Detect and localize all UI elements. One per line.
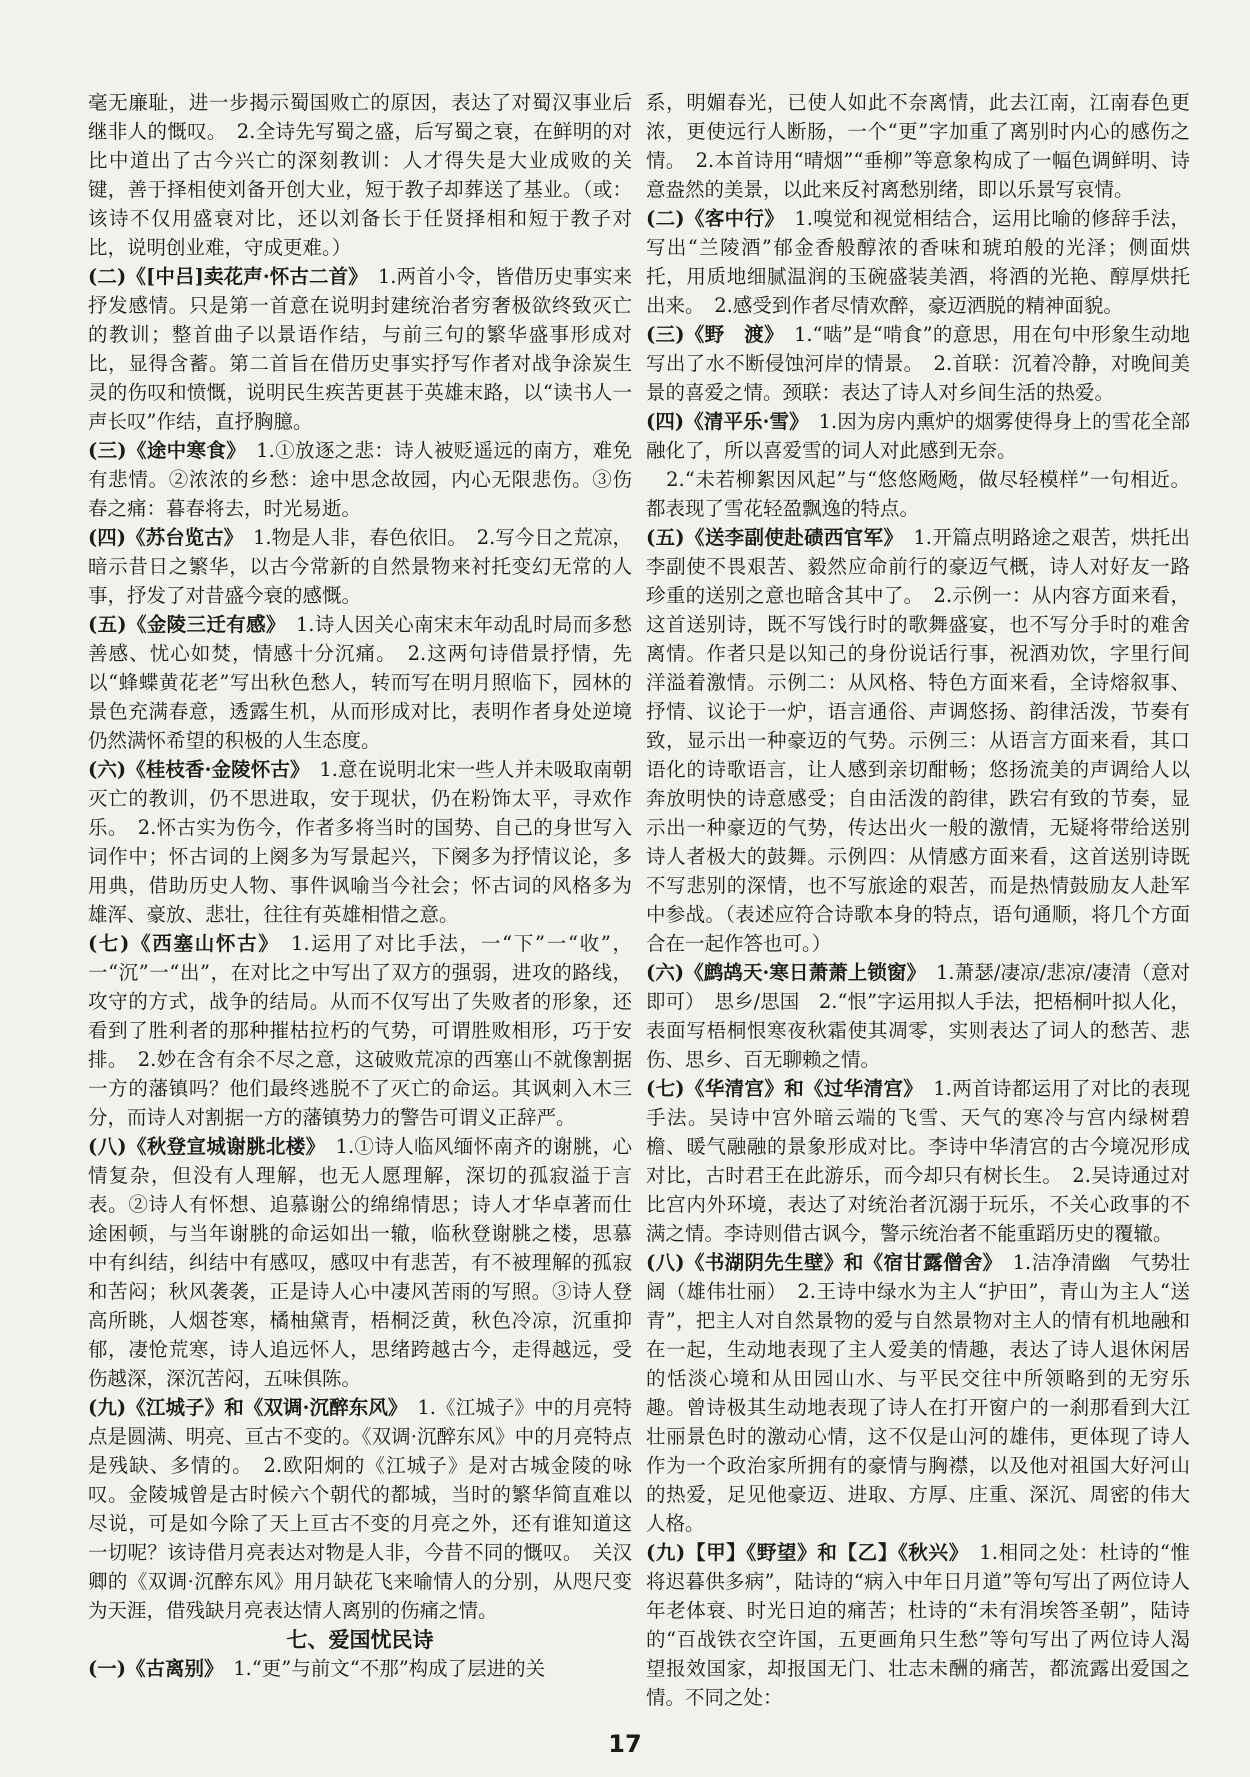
- question-title: (八)《书湖阴先生壁》和《宿甘露僧舍》: [646, 1251, 993, 1274]
- answer-entry: [646, 1248, 1190, 1538]
- question-title: (六)《鹧鸪天·寒日萧萧上锁窗》: [646, 961, 917, 984]
- question-title: (二)《[中吕]卖花声·怀古二首》: [88, 265, 359, 288]
- answer-text: 1.①诗人临风缅怀南齐的谢脁，心情复杂，但没有人理解，也无人愿理解，深切的孤寂溢于言表。②诗人有怀想、追慕谢公的绵绵情思；诗人才华卓著而仕途困顿，与当年谢脁的命运如出一辙，临秋登谢脁之楼，思慕中有纠结，纠结中有感叹，感叹中有悲苦，有不被理解的孤寂和苦闷；秋风袭袭，正是诗人心中凄风苦雨的写照。③诗人登高所眺，人烟苍寒，橘柚黛青，梧桐泛黄，秋色冷凉，沉重抑郁，凄怆荒寒，诗人追远怀人，思绪跨越古今，走得越远，受伤越深，深沉苦闷，五味俱陈。: [88, 1135, 632, 1390]
- answer-text: 1.相同之处：杜诗的“惟将迟暮供多病”，陆诗的“病入中年日月道”等句写出了两位诗人年老体衰、时光日迫的痛苦；杜诗的“未有涓埃答圣朝”，陆诗的“百战铁衣空许国，五更画角只生愁”等句写出了两位诗人渴望报效国家，却报国无门、壮志未酬的痛苦，都流露出爱国之情。不同之处：: [646, 1541, 1190, 1709]
- question-title: (五)《金陵三迁有感》: [88, 613, 277, 636]
- answer-text: 1.开篇点明路途之艰苦，烘托出李副使不畏艰苦、毅然应命前行的豪迈气概，诗人对好友一路珍重的送别之意也暗含其中了。 2.示例一：从内容方面来看，这首送别诗，既不写饯行时的歌舞盛宴，也不写分手时的难舍离情。作者只是以知己的身份说话行事，祝酒劝饮，字里行间洋溢着激情。示例二：从风格、特色方面来看，全诗熔叙事、抒情、议论于一炉，语言通俗、声调悠扬、韵律活泼，节奏有致，显示出一种豪迈的气势。示例三：从语言方面来看，其口语化的诗歌语言，让人感到亲切酣畅；悠扬流美的声调给人以奔放明快的诗意感受；自由活泼的韵律，跌宕有致的节奏，显示出一种豪迈的气势，传达出火一般的激情，无疑将带给送别诗人者极大的鼓舞。示例四：从情感方面来看，这首送别诗既不写悲别的深情，也不写旅途的艰苦，而是热情鼓励友人赴军中参战。（表述应符合诗歌本身的特点，语句通顺，将几个方面合在一起作答也可。）: [646, 526, 1190, 955]
- answer-text: 1.两首小令，皆借历史事实来抒发感情。只是第一首意在说明封建统治者穷奢极欲终致灭亡的教训；整首曲子以景语作结，与前三句的繁华盛事形成对比，显得含蓄。第二首旨在借历史事实抒写作者对战争涂炭生灵的伤叹和愤慨，说明民生疾苦更甚于英雄末路，以“读书人一声长叹”作结，直抒胸臆。: [88, 265, 632, 433]
- answer-text: 1.嗅觉和视觉相结合，运用比喻的修辞手法，写出“兰陵酒”郁金香般醇浓的香味和琥珀般的光泽；侧面烘托，用质地细腻温润的玉碗盛装美酒，将酒的光艳、醇厚烘托出来。 2.感受到作者尽情欢醉，豪迈洒脱的精神面貌。: [646, 207, 1190, 317]
- answer-entry: [646, 523, 1190, 958]
- left-column: [88, 88, 632, 1728]
- answer-entry: [88, 929, 632, 1132]
- question-title: (四)《清平乐·雪》: [646, 410, 799, 433]
- question-title: (七)《华清宫》和《过华清宫》: [646, 1077, 914, 1100]
- answer-text: 1.两首诗都运用了对比的表现手法。吴诗中宫外暗云端的飞雪、天气的寒冷与宫内绿树碧檐、暖气融融的景象形成对比。李诗中华清宫的古今境况形成对比，古时君王在此游乐，而今却只有树长生。 2.吴诗通过对比宫内外环境，表达了对统治者沉溺于玩乐，不关心政事的不满之情。李诗则借古讽今，警示统治者不能重蹈历史的覆辙。: [646, 1077, 1190, 1245]
- answer-entry: [646, 1538, 1190, 1712]
- right-column: [646, 88, 1190, 1728]
- answer-entry: [88, 262, 632, 436]
- answer-text: 1.物是人非，春色依旧。 2.写今日之荒凉，暗示昔日之繁华，以古今常新的自然景物来衬托变幻无常的人事，抒发了对昔盛今衰的感慨。: [88, 526, 633, 607]
- answer-text: 1.因为房内熏炉的烟雾使得身上的雪花全部融化了，所以喜爱雪的词人对此感到无奈。: [646, 410, 1190, 462]
- answer-entry: [646, 88, 1190, 204]
- answer-text: 1.“更”与前文“不那”构成了层进的关: [213, 1657, 546, 1680]
- question-title: (二)《客中行》: [646, 207, 775, 230]
- answer-entry: [646, 320, 1190, 407]
- answer-entry: [646, 958, 1190, 1074]
- answer-text: 1.洁净清幽 气势壮阔（雄伟壮丽） 2.王诗中绿水为主人“护田”，青山为主人“送青”，把主人对自然景物的爱与自然景物对主人的情有机地融和在一起，生动地表现了主人爱美的情趣，表达了诗人退休闲居的恬淡心境和从田园山水、与平民交往中所领略到的无穷乐趣。曾诗极其生动地表现了诗人在打开窗户的一刹那看到大江壮丽景色时的激动心情，这不仅是山河的雄伟，更体现了诗人作为一个政治家所拥有的豪情与胸襟，以及他对祖国大好河山的热爱，足见他豪迈、进取、方厚、庄重、深沉、周密的伟大人格。: [646, 1251, 1190, 1535]
- answer-entry: [646, 204, 1190, 320]
- answer-entry: [88, 1654, 632, 1683]
- page-number: 17: [608, 1730, 642, 1758]
- answer-entry: [88, 88, 632, 262]
- answer-text: 1.①放逐之悲：诗人被贬遥远的南方，难免有悲情。②浓浓的乡愁：途中思念故园，内心无限悲伤。③伤春之痛：暮春将去，时光易逝。: [88, 439, 633, 520]
- question-title: (九)【甲】《野望》和【乙】《秋兴》: [646, 1541, 960, 1564]
- question-title: (一)《古离别》: [88, 1657, 214, 1680]
- answer-text: 1.诗人因关心南宋末年动乱时局而多愁善感、忧心如焚，情感十分沉痛。 2.这两句诗借景抒情，先以“蜂蝶黄花老”写出秋色愁人，转而写在明月照临下，园林的景色充满春意，透露生机，从而形成对比，表明作者身处逆境仍然满怀希望的积极的人生态度。: [88, 613, 633, 752]
- answer-entry: [646, 465, 1190, 523]
- question-title: (四)《苏台览古》: [88, 526, 234, 549]
- answer-text: 1.萧瑟/凄凉/悲凉/凄清（意对即可） 思乡/思国 2.“恨”字运用拟人手法，把梧桐叶拟人化，表面写梧桐恨寒夜秋霜使其凋零，实则表达了词人的愁苦、悲伤、思乡、百无聊赖之情。: [646, 961, 1190, 1071]
- answer-text: 1.运用了对比手法，一“下”一“收”，一“沉”一“出”，在对比之中写出了双方的强弱，进攻的路线，攻守的方式，战争的结局。从而不仅写出了失败者的形象，还看到了胜利者的那种摧枯拉朽的气势，可谓胜败相形，巧于安排。 2.妙在含有余不尽之意，这破败荒凉的西塞山不就像割据一方的藩镇吗？他们最终逃脱不了灭亡的命运。其讽刺入木三分，而诗人对割据一方的藩镇势力的警告可谓义正辞严。: [88, 932, 632, 1129]
- question-title: (三)《途中寒食》: [88, 439, 237, 462]
- question-title: (五)《送李副使赴碛西官军》: [646, 526, 894, 549]
- answer-text: 1.意在说明北宋一些人并未吸取南朝灭亡的教训，仍不思进取，安于现状，仍在粉饰太平，寻欢作乐。 2.怀古实为伤今，作者多将当时的国势、自己的身世写入词作中；怀古词的上阕多为写景起兴，下阕多为抒情议论，多用典，借助历史人物、事件讽喻当今社会；怀古词的风格多为雄浑、豪放、悲壮，往往有英雄相惜之意。: [88, 758, 632, 926]
- question-title: (九)《江城子》和《双调·沉醉东风》: [88, 1396, 398, 1419]
- answer-text: 1.“啮”是“啃食”的意思，用在句中形象生动地写出了水不断侵蚀河岸的情景。 2.首联：沉着冷静，对晚间美景的喜爱之情。颈联：表达了诗人对乡间生活的热爱。: [646, 323, 1190, 404]
- section-heading: 七、爱国忧民诗: [286, 1627, 434, 1652]
- answer-text: 2.“未若柳絮因风起”与“悠悠飏飏，做尽轻模样”一句相近。都表现了雪花轻盈飘逸的特点。: [646, 468, 1190, 520]
- two-column-body: [88, 88, 1190, 1728]
- answer-entry: [88, 1132, 632, 1393]
- answer-text: 系，明媚春光，已使人如此不奈离情，此去江南，江南春色更浓，更使远行人断肠，一个“更”字加重了离别时内心的感伤之情。 2.本首诗用“晴烟”“垂柳”等意象构成了一幅色调鲜明、诗意盎然的美景，以此来反衬离愁别绪，即以乐景写哀情。: [646, 91, 1190, 201]
- answer-text: 毫无廉耻，进一步揭示蜀国败亡的原因，表达了对蜀汉事业后继非人的慨叹。 2.全诗先写蜀之盛，后写蜀之衰，在鲜明的对比中道出了古今兴亡的深刻教训：人才得失是大业成败的关键，善于择相使刘备开创大业，短于教子却葬送了基业。（或：该诗不仅用盛衰对比，还以刘备长于任贤择相和短于教子对比，说明创业难，守成更难。）: [88, 91, 632, 259]
- answer-entry: [88, 610, 632, 755]
- answer-entry: [88, 523, 632, 610]
- answer-entry: [88, 1393, 632, 1625]
- answer-entry: [88, 755, 632, 929]
- answer-text: 1.《江城子》中的月亮特点是圆满、明亮、亘古不变的。《双调·沉醉东风》中的月亮特点是残缺、多情的。 2.欧阳炯的《江城子》是对古城金陵的咏叹。金陵城曾是古时候六个朝代的都城，当时的繁华简直难以尽说，可是如今除了天上亘古不变的月亮之外，还有谁知道这一切呢？该诗借月亮表达对物是人非，今昔不同的慨叹。 关汉卿的《双调·沉醉东风》用月缺花飞来喻情人的分别，从咫尺变为天涯，借残缺月亮表达情人离别的伤痛之情。: [88, 1396, 632, 1622]
- question-title: (七)《西塞山怀古》: [88, 932, 270, 955]
- question-title: (八)《秋登宣城谢脁北楼》: [88, 1135, 316, 1158]
- question-title: (六)《桂枝香·金陵怀古》: [88, 758, 300, 781]
- answer-entry: [88, 436, 632, 523]
- answer-entry: [646, 1074, 1190, 1248]
- question-title: (三)《野 渡》: [646, 323, 775, 346]
- answer-entry: [646, 407, 1190, 465]
